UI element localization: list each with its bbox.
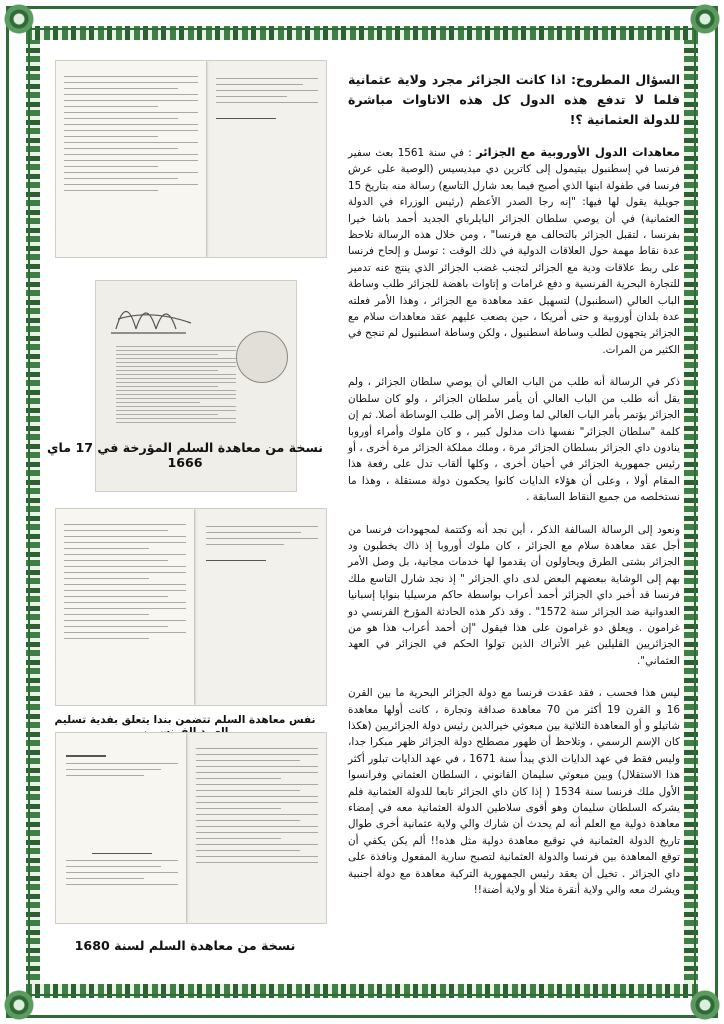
corner-ornament-icon	[690, 4, 720, 34]
treaty-1680-image	[55, 732, 327, 924]
wax-seal-icon	[236, 331, 288, 383]
paragraph-text: ذكر في الرسالة أنه طلب من الباب العالي أن يوصي سلطان الجزائر ، ولم يقل أنه طلب من الباب العالي أن يأمر سلطان الجزائر ، ولو كان سلطان الجزائر يؤتمر بأمر الباب العالي لما وصل الأمر إلى طلب الوساطة أصلا. ثم إن كلمة "سلطان الجزائر" نفسها ذات مدلول كبير ، و كان ملوك وأمراء أوروبا ينادون داي الجزائر بسلطان الجزائر مرة ، وملك مملكة الجزائر مرة أخرى ، أو رئيس جمهورية الجزائر في أحيان أخرى ، وكلها ألقاب تدل على رفعة هذا المقام أولا ، وعلى أن هؤلاء الدايات كانوا يحكمون دولة مستقلة ، وهذا ما نستخلصه من جميع النقاط السابقة .	[348, 376, 680, 504]
paragraph-text: : في سنة 1561 بعث سفير فرنسا في إسطنبول بيتيمول إلى كاترين دي ميديسيس (الوصية على عرش فرنسا في طفولة ابنها الذي أصبح فيما بعد شارل التاسع) رسالة منه بتاريخ 15 جويلية يقول لها فيها: "إنه رجا الصدر الأعظم (رئيس الوزراء في الدولة العثمانية) في أن يوصي سلطان الجزائر البايلرباي الجديد أحمد باشا خيرا بفرنسا ، لتقبل الجزائر بالتحالف مع فرنسا" ، ومن خلال هذه الرسالة تلاحظ عدة نقاط مهمة حول العلاقات الدولية في ذلك الوقت : توسل و إلحاح فرنسا على ربط علاقات ودية مع الجزائر لتجنب غضب الجزائر الذي ينتج عنه تدمير للتجارة البحرية الفرنسية و دفع غرامات و إتاوات باهضة للجزائر طلب وساطة الباب العالي (اسطنبول) لتسهيل عقد معاهدة مع الجزائر ، وهذا الأمر فعلته عدة بلدان أوروبية و حتى أمريكا ، حين يصعب عليهم عقد معاهدات سلام مع الجزائر يتجهون لطلب وساطة اسطنبول ، ولكن وساطة اسطنبول لم تنجح في الكثير من المرات.	[348, 147, 680, 356]
paragraph-text: ونعود إلى الرسالة السالفة الذكر ، أين نجد أنه وكتتمة لمجهودات فرنسا من أجل عقد معاهدة سلام مع الجزائر ، كان ملوك أوروبا إذ ذاك يخطبون ود الجزائر بشتى الطرق ويحاولون أن يقدموا لها خدمات مجانية، بل وصل الأمر بهم إلى الوشاية ببعضهم البعض لدى داي الجزائر " إذ نجد شارل التاسع ملك فرنسا قد أخبر داي الجزائر أحمد أعراب بواسطة حاكم مرسيليا بنوايا إسبانيا العدوانية ضد الجزائر سنة 1572" . وقد ذكر هذه الحادثة المؤرخ الفرنسي دو غرامون . ويعلق دو غرامون على هذا فيقول "إن أحمد أعراب هذا هو من الجزائريين القليلين غير الأتراك الذين تولوا الحكم في الجزائر في العهد العثماني".	[348, 523, 680, 667]
section-heading: معاهدات الدول الأوروبية مع الجزائر	[476, 145, 681, 159]
corner-ornament-icon	[4, 990, 34, 1020]
caption-treaty-1680: نسخة من معاهدة السلم لسنة 1680	[74, 938, 296, 953]
corner-ornament-icon	[690, 990, 720, 1020]
article-column	[348, 70, 680, 914]
paragraph-france-treaties	[348, 685, 680, 898]
manuscripts-column	[40, 52, 330, 982]
caption-ransom-clause: نفس معاهدة السلم تتضمن بندا يتعلق بفدية تسليم	[54, 714, 316, 726]
treaty-manuscript-1666-image	[55, 60, 327, 258]
tughra-icon	[106, 289, 196, 339]
corner-ornament-icon	[4, 4, 34, 34]
paragraph-text: ليس هذا فحسب ، فقد عقدت فرنسا مع دولة الجزائر البحرية ما بين القرن 16 و القرن 19 أكثر من 70 معاهدة صداقة وتجارة ، كانت أولها معاهدة شاتيلو و أو المعاهدة الثلاثية بين مبعوثي خيرالدين رئيس دولة الجزائريين (هكذا كان الإسم الرسمي ، وتلاحظ أن ظهور مصطلح دولة الجزائر ظهر مبكرا جدا، وليس فقط في عهد الدايات الذي يبدأ سنة 1671 ، في عهد الدايات تبلور أكثر هذا الاستقلال) وبين مبعوثي سليمان القانوني ، السلطان العثماني وفرانسوا الأول ملك فرنسا سنة 1534 ( إذا كان داي الجزائر تابعا للدولة العثمانية فلم يشركه السلطان سليمان وهو أقوى سلاطين الدولة العثمانية معه في إمضاء معاهدة دولية مع العلم أنه لم يحدث أن شارك والي ولاية عثمانية أخرى طوال تاريخ الدولة العثمانية في توقيع معاهدة دولية مثل هذه!! ألم يكن يكفي أن توقع المعاهدة بين فرنسا والدولة العثمانية لتصبح سارية المفعول ونافذة على داي الجزائر . تخيل أن يعقد رئيس الجمهورية التركية معاهدة مع دولة أجنبية ويشرك معه والي ولاية أنقرة مثلا أو ولاية أضنة!!	[348, 687, 681, 897]
caption-treaty-1666: نسخة من معاهدة السلم المؤرخة في 17 ماي 1666	[47, 440, 323, 470]
paragraph-european-kings	[348, 522, 680, 670]
paragraph-sultan-title	[348, 374, 680, 505]
treaty-ransom-clause-image	[55, 508, 327, 706]
question-title: السؤال المطروح: اذا كانت الجزائر مجرد ولاية عثمانية فلما لا تدفع هذه الدول كل هذه الاتاوات مباشرة للدولة العثمانية ؟!	[348, 72, 680, 127]
paragraph-treaties	[348, 144, 680, 358]
